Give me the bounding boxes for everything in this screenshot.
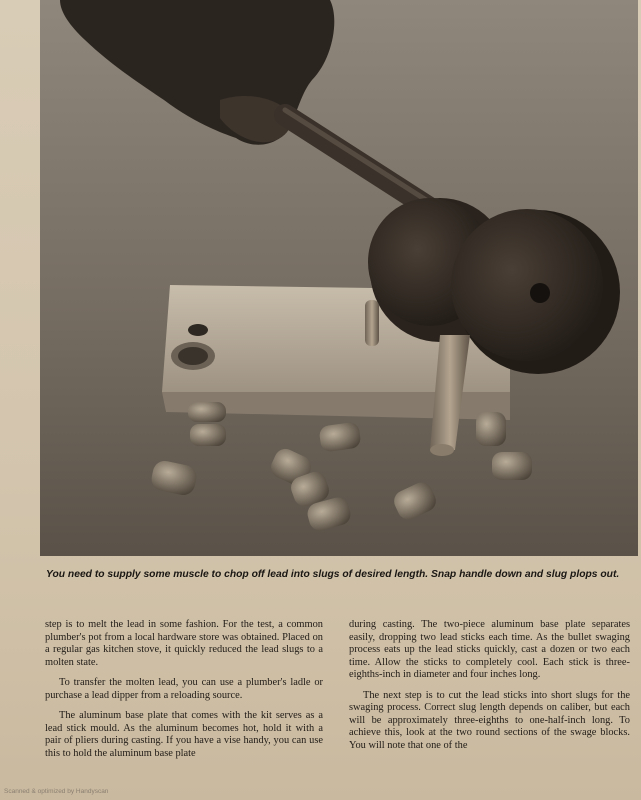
- paragraph: The next step is to cut the lead sticks into short slugs for the swaging process. Correct slug length depends on caliber, but each will be approximately three-eighths to one-half-inch long. To achieve this, look at the two round sections of the swage blocks. You will note that one of the: [349, 689, 630, 751]
- paragraph: step is to melt the lead in some fashion. For the test, a common plumber's pot from a local hardware store was obtained. Placed on a regular gas kitchen stove, it quickly reduced the lead slugs to a molten state.: [45, 619, 323, 668]
- paragraph: To transfer the molten lead, you can use a plumber's ladle or purchase a lead dipper from a reloading source.: [45, 677, 323, 701]
- paragraph: during casting. The two-piece aluminum base plate separates easily, dropping two lead sticks each time. As the bullet swaging process eats up the lead sticks quickly, cast a dozen or two each time. Allow the sticks to completely cool. Each stick is three-eighths-inch in diameter and four inches long.: [349, 619, 630, 680]
- paragraph: The aluminum base plate that comes with the kit serves as a lead stick mould. As the aluminum becomes hot, hold it with a pair of pliers during casting. If you have a vise handy, you can use this to hold the aluminum base plate: [45, 710, 323, 759]
- text-column-right: [349, 619, 630, 752]
- photo-illustration: [40, 0, 638, 556]
- text-column-left: [45, 619, 323, 760]
- photo-lead-cutter: [40, 0, 638, 556]
- photo-caption: You need to supply some muscle to chop off lead into slugs of desired length. Snap handle down and slug plops out.: [46, 569, 620, 580]
- scan-watermark: Scanned & optimized by Handyscan: [4, 788, 109, 795]
